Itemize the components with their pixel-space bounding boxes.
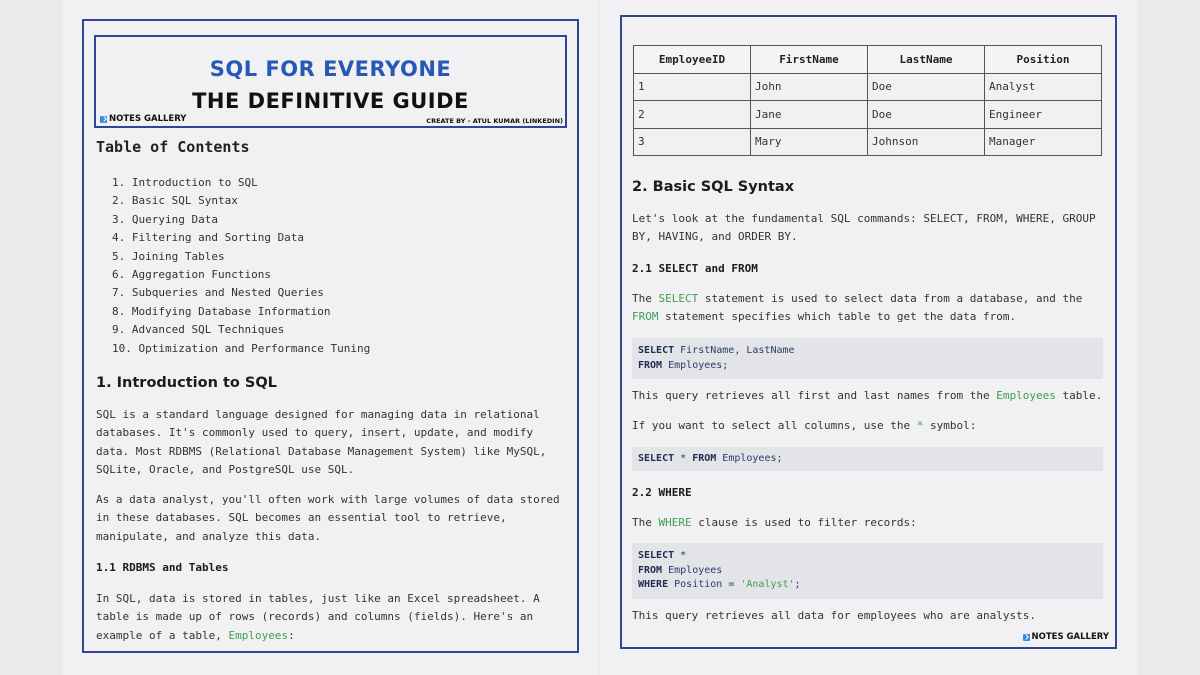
code-keyword: FROM bbox=[692, 453, 717, 464]
table-header-cell: LastName bbox=[868, 46, 985, 74]
toc-item: 8. Modifying Database Information bbox=[112, 304, 331, 318]
code-keyword: SELECT bbox=[638, 345, 675, 356]
table-cell: Jane bbox=[751, 101, 868, 129]
employees-table bbox=[633, 45, 1102, 156]
code-keyword: FROM bbox=[638, 359, 663, 371]
toc-heading: Table of Contents bbox=[96, 138, 250, 156]
code-text: * bbox=[674, 453, 693, 464]
brand-right bbox=[1023, 632, 1109, 642]
toc-list bbox=[112, 174, 370, 358]
table-cell: Johnson bbox=[868, 128, 985, 156]
code-keyword: WHERE bbox=[638, 579, 669, 591]
toc-item: 10. Optimization and Performance Tuning bbox=[112, 341, 371, 355]
check-logo-icon bbox=[100, 116, 107, 123]
text-run: clause is used to filter records: bbox=[691, 516, 917, 529]
code-keyword: SELECT bbox=[638, 453, 675, 464]
table-cell: Analyst bbox=[985, 73, 1102, 101]
toc-item: 3. Querying Data bbox=[112, 212, 218, 226]
code-text: FirstName, LastName bbox=[674, 345, 795, 356]
brand-label: NOTES GALLERY bbox=[1031, 632, 1109, 642]
title-box bbox=[94, 35, 567, 128]
title-line-1: SQL FOR EVERYONE bbox=[209, 57, 452, 81]
section-1-paragraph-1: SQL is a standard language designed for managing data in relational databases. It's commonly used to query, insert, update, and modify data. Most RDBMS (Relational Database Management System) like MySQL, SQLite, Oracle, and PostgreSQL use SQL. bbox=[96, 408, 547, 477]
text-run: : bbox=[288, 628, 295, 642]
table-cell: 1 bbox=[634, 73, 751, 101]
where-keyword: WHERE bbox=[658, 516, 692, 529]
section-2-1-heading: 2.1 SELECT and FROM bbox=[632, 262, 758, 275]
check-logo-icon bbox=[1023, 634, 1030, 641]
text-run: If you want to select all columns, use the bbox=[632, 419, 917, 432]
section-2-paragraph: Let's look at the fundamental SQL commands: SELECT, FROM, WHERE, GROUP BY, HAVING, and ORDER BY. bbox=[632, 212, 1096, 244]
text-run: This query retrieves all first and last names from the bbox=[632, 389, 997, 402]
left-page bbox=[82, 19, 579, 653]
text-run: table. bbox=[1055, 389, 1103, 402]
section-1-1-paragraph bbox=[96, 590, 566, 645]
text-run: In SQL, data is stored in tables, just like an Excel spreadsheet. A table is made up of rows (records) and columns (fields). Here's an example of a table, bbox=[96, 592, 540, 642]
toc-item: 6. Aggregation Functions bbox=[112, 268, 271, 282]
employees-term: Employees bbox=[996, 389, 1056, 402]
toc-item: 2. Basic SQL Syntax bbox=[112, 194, 238, 208]
right-page bbox=[620, 15, 1117, 649]
section-1-1-heading: 1.1 RDBMS and Tables bbox=[96, 561, 229, 574]
text-run: The bbox=[632, 516, 659, 529]
toc-item: 4. Filtering and Sorting Data bbox=[112, 231, 305, 245]
code-text: Employees; bbox=[662, 359, 729, 371]
star-symbol: * bbox=[916, 419, 924, 432]
section-1-paragraph-2: As a data analyst, you'll often work with large volumes of data stored in these databases. SQL becomes an essential tool to retrieve, manipulate, and analyze this data. bbox=[96, 493, 560, 543]
table-row bbox=[634, 73, 1102, 101]
section-1-heading: 1. Introduction to SQL bbox=[96, 375, 277, 391]
table-cell: 3 bbox=[634, 128, 751, 156]
from-keyword: FROM bbox=[632, 310, 659, 324]
text-run: statement is used to select data from a database, and the bbox=[698, 292, 1083, 305]
table-cell: Doe bbox=[868, 73, 985, 101]
code-text: Position = bbox=[668, 579, 741, 591]
brand-left bbox=[100, 114, 186, 124]
star-paragraph bbox=[632, 417, 1104, 435]
text-run: symbol: bbox=[923, 419, 977, 432]
code-block-select-all bbox=[632, 447, 1103, 471]
table-row bbox=[634, 128, 1102, 156]
section-2-2-paragraph bbox=[632, 514, 1104, 532]
select-keyword: SELECT bbox=[658, 292, 699, 305]
table-cell: John bbox=[751, 73, 868, 101]
section-2-1-paragraph bbox=[632, 290, 1104, 327]
code-string: 'Analyst' bbox=[740, 579, 795, 591]
toc-item: 1. Introduction to SQL bbox=[112, 176, 258, 189]
code-text: * bbox=[674, 550, 687, 561]
code-keyword: FROM bbox=[638, 564, 663, 576]
code-keyword: SELECT bbox=[638, 550, 675, 561]
table-cell: Engineer bbox=[985, 101, 1102, 129]
table-header-cell: FirstName bbox=[751, 46, 868, 74]
table-header-cell: EmployeeID bbox=[634, 46, 751, 74]
table-row bbox=[634, 101, 1102, 129]
code-text: Employees; bbox=[716, 453, 783, 464]
toc-item: 9. Advanced SQL Techniques bbox=[112, 323, 285, 337]
code-block-select-from bbox=[632, 338, 1103, 379]
table-header-cell: Position bbox=[985, 46, 1102, 74]
author-credit: CREATE BY - ATUL KUMAR (LINKEDIN) bbox=[426, 117, 563, 125]
code-text: Employees bbox=[662, 564, 723, 576]
table-cell: 2 bbox=[634, 101, 751, 129]
retrieves-paragraph bbox=[632, 387, 1104, 405]
table-cell: Manager bbox=[985, 128, 1102, 156]
text-run: statement specifies which table to get the data from. bbox=[658, 310, 1017, 324]
section-2-heading: 2. Basic SQL Syntax bbox=[632, 179, 795, 195]
final-paragraph: This query retrieves all data for employees who are analysts. bbox=[632, 609, 1036, 622]
text-run: The bbox=[632, 292, 659, 305]
table-cell: Mary bbox=[751, 128, 868, 156]
code-text: ; bbox=[794, 579, 801, 591]
table-cell: Doe bbox=[868, 101, 985, 129]
code-block-where bbox=[632, 543, 1103, 599]
section-2-2-heading: 2.2 WHERE bbox=[632, 486, 692, 499]
toc-item: 5. Joining Tables bbox=[112, 249, 225, 263]
toc-item: 7. Subqueries and Nested Queries bbox=[112, 286, 324, 300]
table-header-row bbox=[634, 46, 1102, 74]
employees-term: Employees bbox=[228, 628, 289, 642]
brand-label: NOTES GALLERY bbox=[109, 114, 187, 124]
title-line-2: THE DEFINITIVE GUIDE bbox=[192, 89, 469, 113]
